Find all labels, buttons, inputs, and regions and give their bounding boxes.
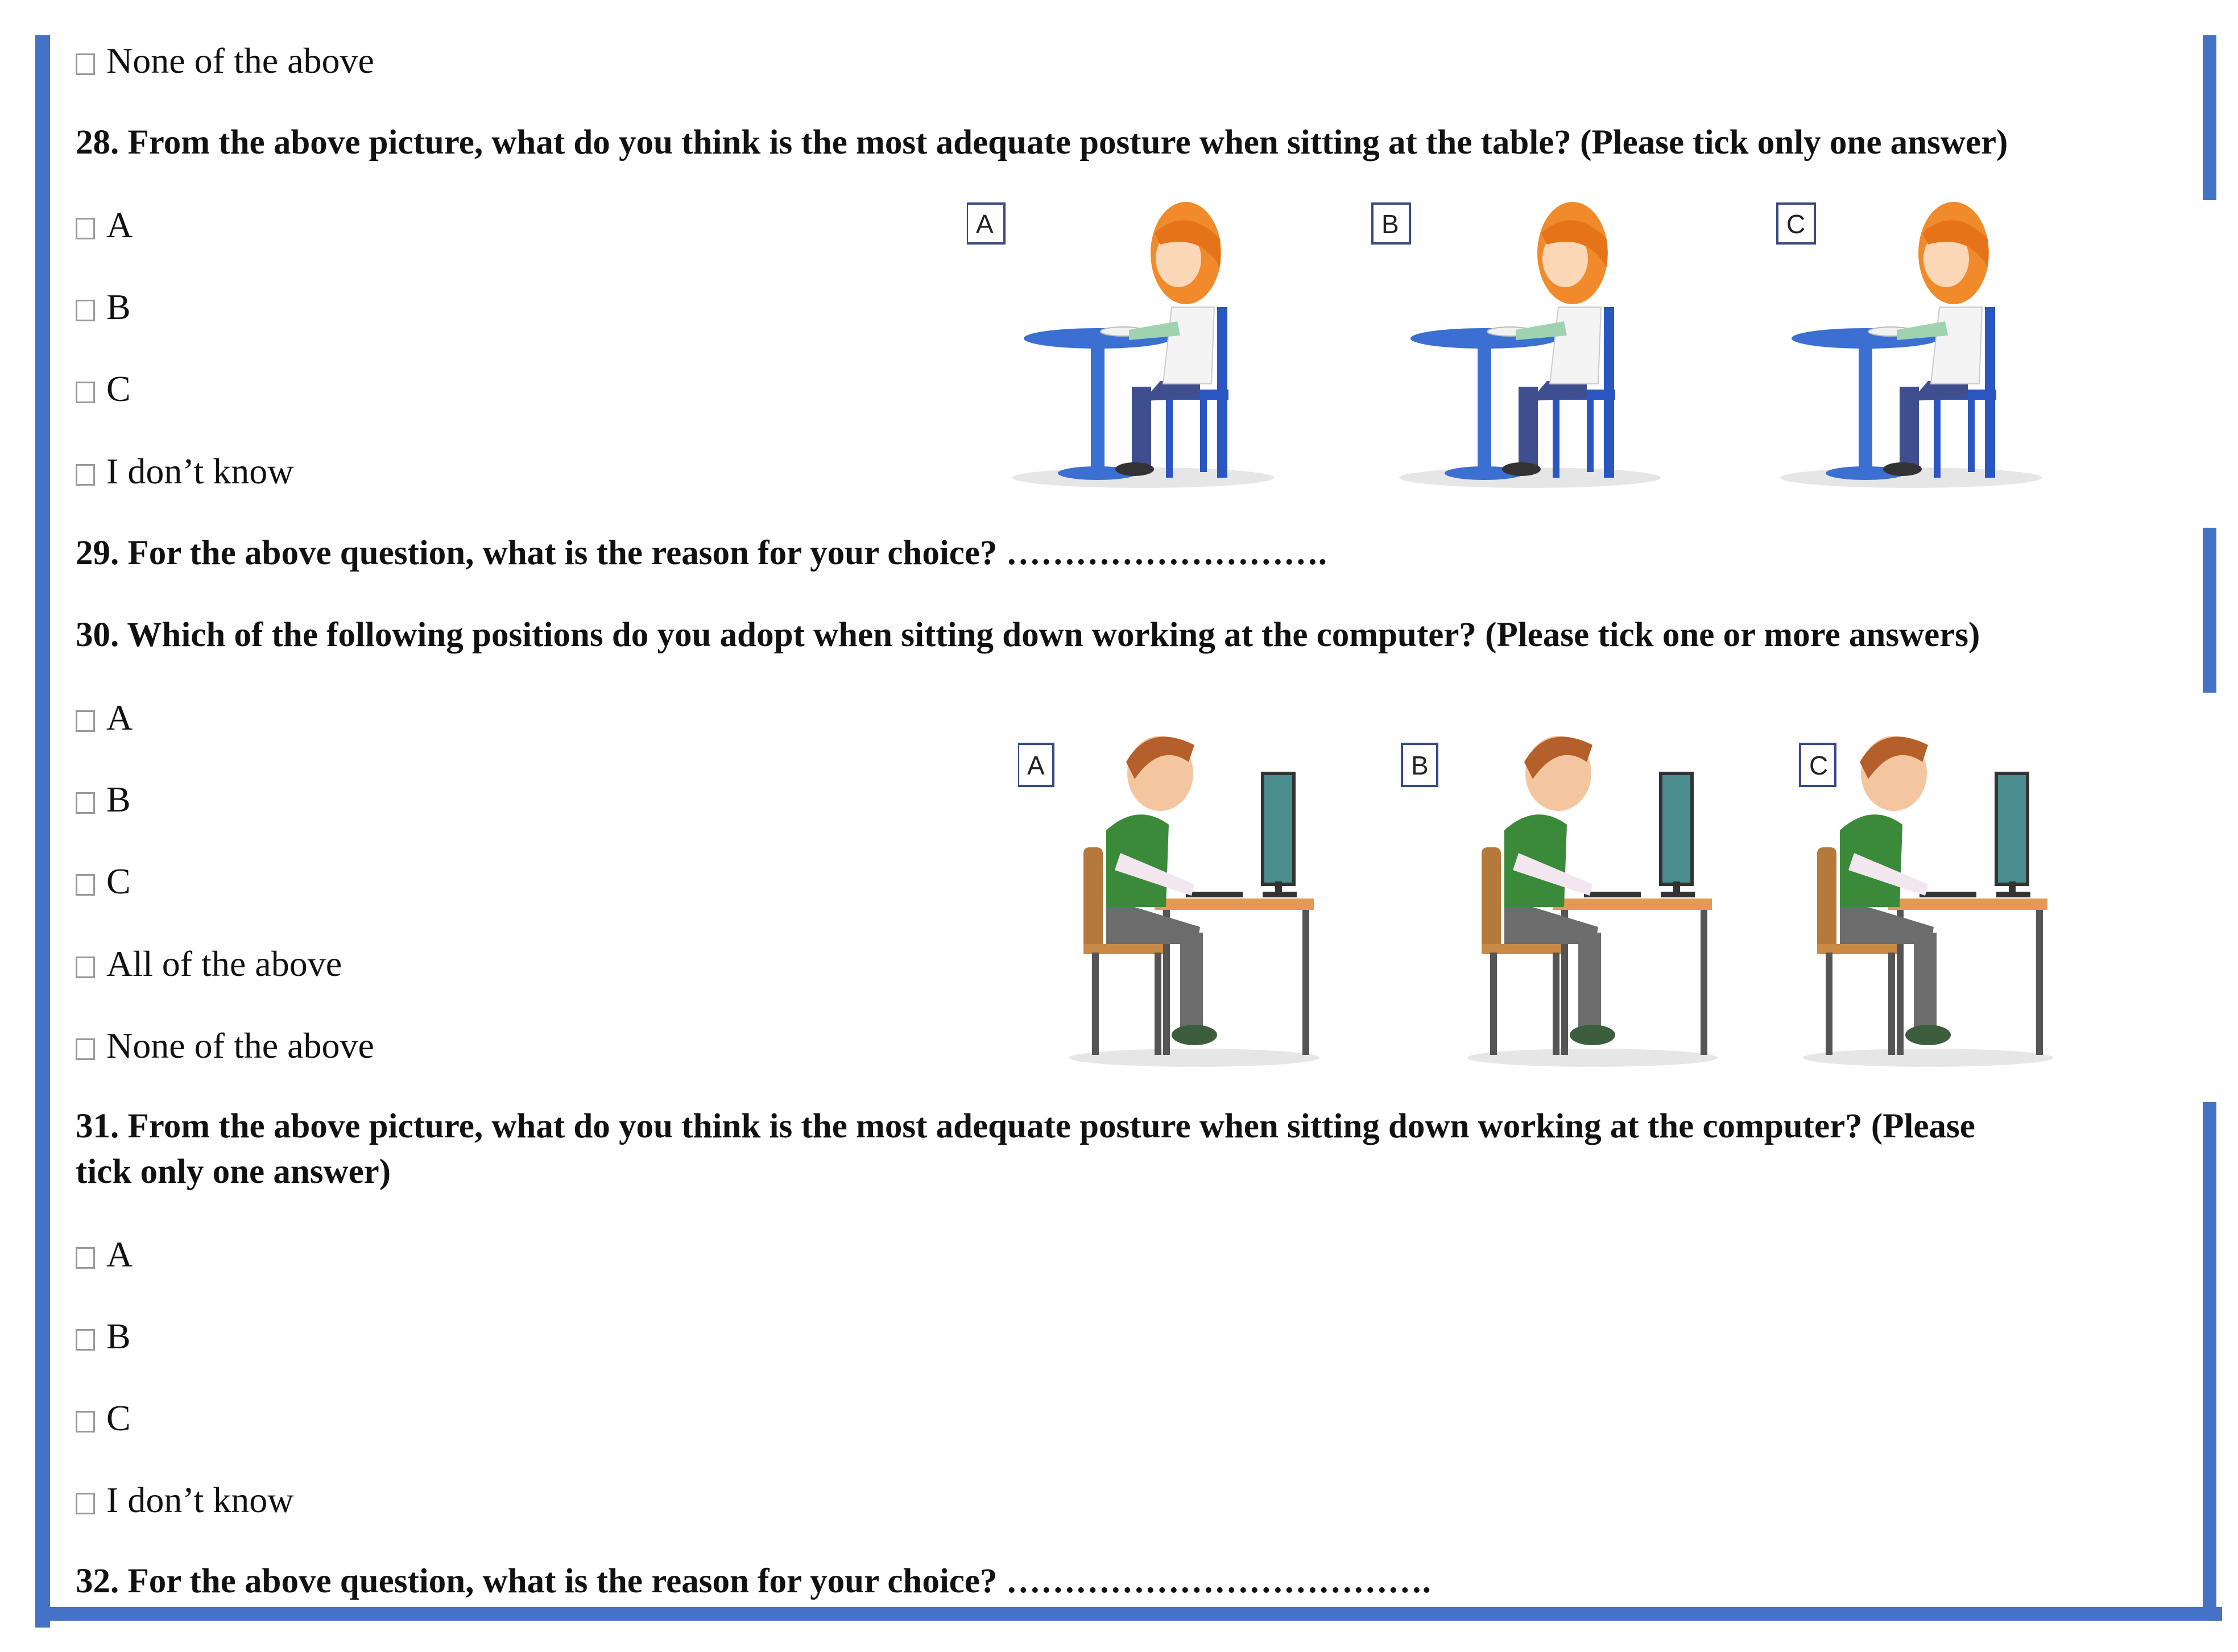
checkbox[interactable]	[76, 300, 95, 321]
q28-option-c[interactable]: C	[76, 371, 131, 407]
q30-option-all[interactable]: All of the above	[76, 946, 342, 982]
fig28-label-b: B	[1381, 209, 1399, 239]
checkbox[interactable]	[76, 792, 95, 814]
checkbox[interactable]	[76, 1329, 95, 1351]
q31-option-b[interactable]: B	[76, 1318, 131, 1355]
q32-question: 32. For the above question, what is the reason for your choice? ……………………………….	[76, 1562, 1431, 1600]
q27-option-none[interactable]: None of the above	[76, 43, 374, 79]
checkbox[interactable]	[76, 382, 95, 403]
right-border-bottom	[2203, 1102, 2216, 1621]
answer-blank[interactable]: ……………………….	[1006, 534, 1327, 572]
q28-option-a[interactable]: A	[76, 207, 133, 243]
checkbox[interactable]	[76, 1493, 95, 1514]
checkbox[interactable]	[76, 874, 95, 896]
q31-option-c[interactable]: C	[76, 1400, 131, 1436]
q31-option-a[interactable]: A	[76, 1236, 133, 1273]
q30-option-a[interactable]: A	[76, 699, 133, 736]
q28-question: 28. From the above picture, what do you think is the most adequate posture when sitting at the table? (Please tick only one answer)	[76, 123, 2008, 162]
computer-posture-illustration	[1018, 711, 2133, 1075]
fig30-label-c: C	[1809, 751, 1829, 780]
checkbox[interactable]	[76, 218, 95, 239]
right-border-mid	[2203, 528, 2216, 693]
q30-question: 30. Which of the following positions do you adopt when sitting down working at the computer? (Please tick one or more answers)	[76, 616, 1980, 654]
q30-option-none[interactable]: None of the above	[76, 1028, 374, 1064]
left-border	[35, 35, 50, 1628]
q28-option-dont-know[interactable]: I don’t know	[76, 453, 293, 490]
fig30-label-b: B	[1411, 751, 1429, 780]
q29-question: 29. For the above question, what is the reason for your choice? ……………………….	[76, 534, 1327, 572]
q31-question-line1: 31. From the above picture, what do you think is the most adequate posture when sitting down working at the computer? (Please	[76, 1107, 1975, 1145]
bottom-border	[35, 1607, 2222, 1621]
fig28-label-c: C	[1786, 209, 1806, 239]
q30-option-c[interactable]: C	[76, 863, 131, 900]
checkbox[interactable]	[76, 1247, 95, 1269]
q30-option-b[interactable]: B	[76, 781, 131, 818]
q28-option-b[interactable]: B	[76, 289, 131, 325]
checkbox[interactable]	[76, 1411, 95, 1432]
table-posture-illustration	[967, 193, 2104, 500]
checkbox[interactable]	[76, 53, 95, 75]
checkbox[interactable]	[76, 957, 95, 978]
answer-blank[interactable]: ……………………………….	[1006, 1562, 1431, 1600]
checkbox[interactable]	[76, 1038, 95, 1060]
q31-question-line2: tick only one answer)	[76, 1153, 391, 1191]
checkbox[interactable]	[76, 464, 95, 486]
right-border-top	[2203, 35, 2216, 200]
checkbox[interactable]	[76, 710, 95, 732]
q31-option-dont-know[interactable]: I don’t know	[76, 1482, 293, 1518]
fig28-label-a: A	[976, 209, 994, 239]
fig30-label-a: A	[1027, 751, 1045, 780]
